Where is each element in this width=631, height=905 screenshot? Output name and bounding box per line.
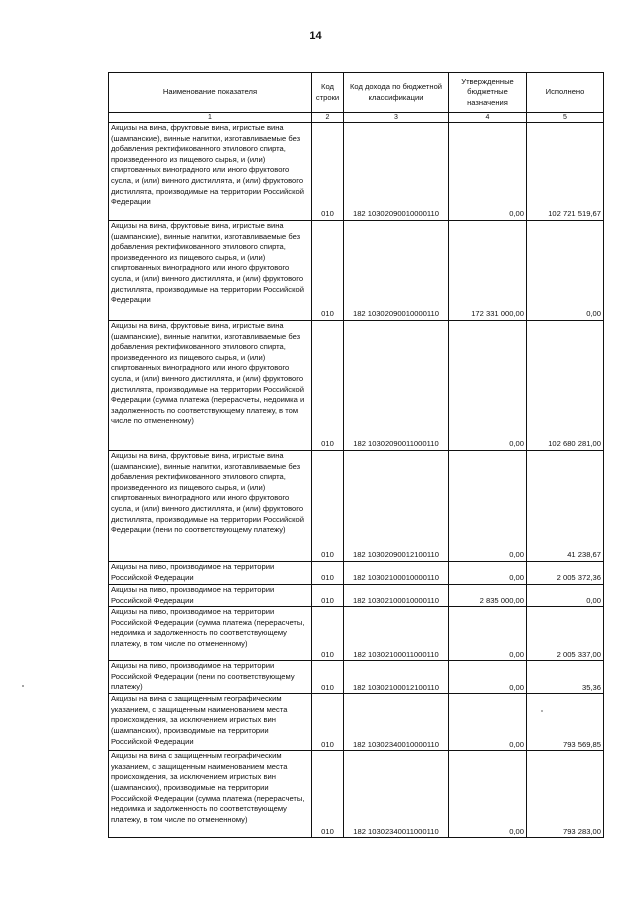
page-number: 14 [309,30,322,42]
row-name: Акцизы на вина, фруктовые вина, игристые вина (шампанские), винные напитки, изготавливаемые без добавления ректификованного этилового спирта, произведенного из пищевого сырья, и (или) спиртованных виноградного или иного фруктового сусла, и (или) винного дистиллята, и (или) фруктового дистиллята, производимые на территории Российской Федерации (сумма платежа (перерасчеты, недоимка и задолженность по соответствующему платежу, в том числе по отмененному) [109,321,312,451]
table-row [109,221,604,321]
row-name: Акцизы на пиво, производимое на территории Российской Федерации (сумма платежа (перерасчеты, недоимка и задолженность по соответствующему платежу, в том числе по отмененному) [109,607,312,661]
row-budget-code: 182 10302340010000110 [344,694,449,751]
row-approved: 0,00 [449,321,527,451]
row-approved: 172 331 000,00 [449,221,527,321]
row-name: Акцизы на вина, фруктовые вина, игристые вина (шампанские), винные напитки, изготавливаемые без добавления ректификованного этилового спирта, произведенного из пищевого сырья, и (или) спиртованных виноградного или иного фруктового сусла, и (или) винного дистиллята, и (или) фруктового дистиллята, производимые на территории Российской Федерации [109,221,312,321]
row-executed: 102 680 281,00 [527,321,604,451]
row-budget-code: 182 10302100010000110 [344,585,449,607]
column-number: 3 [344,113,449,123]
scan-speck [22,685,24,687]
row-line-code: 010 [312,694,344,751]
table-row [109,661,604,694]
row-approved: 0,00 [449,123,527,221]
column-number: 1 [109,113,312,123]
row-executed: 35,36 [527,661,604,694]
row-name: Акцизы на пиво, производимое на территории Российской Федерации [109,562,312,585]
header-budget-code: Код дохода по бюджетной классификации [344,73,449,113]
header-name: Наименование показателя [109,73,312,113]
header-approved: Утвержденные бюджетные назначения [449,73,527,113]
column-number: 5 [527,113,604,123]
row-budget-code: 182 10302090010000110 [344,123,449,221]
row-name: Акцизы на пиво, производимое на территории Российской Федерации (пени по соответствующему платежу) [109,661,312,694]
revenue-table [108,72,604,838]
row-approved: 0,00 [449,694,527,751]
row-line-code: 010 [312,562,344,585]
row-approved: 0,00 [449,607,527,661]
row-executed: 2 005 372,36 [527,562,604,585]
table-row [109,607,604,661]
row-line-code: 010 [312,451,344,562]
row-budget-code: 182 10302090012100110 [344,451,449,562]
row-executed: 41 238,67 [527,451,604,562]
header-row [109,73,604,113]
row-name: Акцизы на вина с защищенным географическим указанием, с защищенным наименованием места происхождения, за исключением игристых вин (шампанских), производимые на территории Российской Федерации [109,694,312,751]
row-line-code: 010 [312,661,344,694]
row-line-code: 010 [312,221,344,321]
row-approved: 2 835 000,00 [449,585,527,607]
row-budget-code: 182 10302340011000110 [344,751,449,838]
row-line-code: 010 [312,751,344,838]
row-name: Акцизы на пиво, производимое на территории Российской Федерации [109,585,312,607]
row-budget-code: 182 10302100012100110 [344,661,449,694]
row-budget-code: 182 10302090011000110 [344,321,449,451]
row-executed: 102 721 519,67 [527,123,604,221]
row-executed: 2 005 337,00 [527,607,604,661]
table-row [109,123,604,221]
row-executed: 793 569,85 [527,694,604,751]
row-approved: 0,00 [449,751,527,838]
row-executed: 793 283,00 [527,751,604,838]
column-number: 4 [449,113,527,123]
column-number: 2 [312,113,344,123]
table-row [109,451,604,562]
table-row [109,321,604,451]
table-row [109,694,604,751]
row-name: Акцизы на вина, фруктовые вина, игристые вина (шампанские), винные напитки, изготавливаемые без добавления ректификованного этилового спирта, произведенного из пищевого сырья, и (или) спиртованных виноградного или иного фруктового сусла, и (или) винного дистиллята, и (или) фруктового дистиллята, производимые на территории Российской Федерации [109,123,312,221]
row-executed: 0,00 [527,221,604,321]
table-row [109,751,604,838]
table-row [109,562,604,585]
row-name: Акцизы на вина с защищенным географическим указанием, с защищенным наименованием места происхождения, за исключением игристых вин (шампанских), производимые на территории Российской Федерации (сумма платежа (перерасчеты, недоимка и задолженность по соответствующему платежу, в том числе по отмененному) [109,751,312,838]
table-row [109,585,604,607]
row-approved: 0,00 [449,451,527,562]
column-number-row [109,113,604,123]
scan-speck [541,710,543,712]
row-executed: 0,00 [527,585,604,607]
row-approved: 0,00 [449,562,527,585]
row-budget-code: 182 10302100011000110 [344,607,449,661]
row-line-code: 010 [312,585,344,607]
row-line-code: 010 [312,123,344,221]
row-budget-code: 182 10302090010000110 [344,221,449,321]
row-approved: 0,00 [449,661,527,694]
row-line-code: 010 [312,607,344,661]
row-line-code: 010 [312,321,344,451]
row-name: Акцизы на вина, фруктовые вина, игристые вина (шампанские), винные напитки, изготавливаемые без добавления ректификованного этилового спирта, произведенного из пищевого сырья, и (или) спиртованных виноградного или иного фруктового сусла, и (или) винного дистиллята, и (или) фруктового дистиллята, производимые на территории Российской Федерации (пени по соответствующему платежу) [109,451,312,562]
header-line-code: Код строки [312,73,344,113]
header-executed: Исполнено [527,73,604,113]
row-budget-code: 182 10302100010000110 [344,562,449,585]
